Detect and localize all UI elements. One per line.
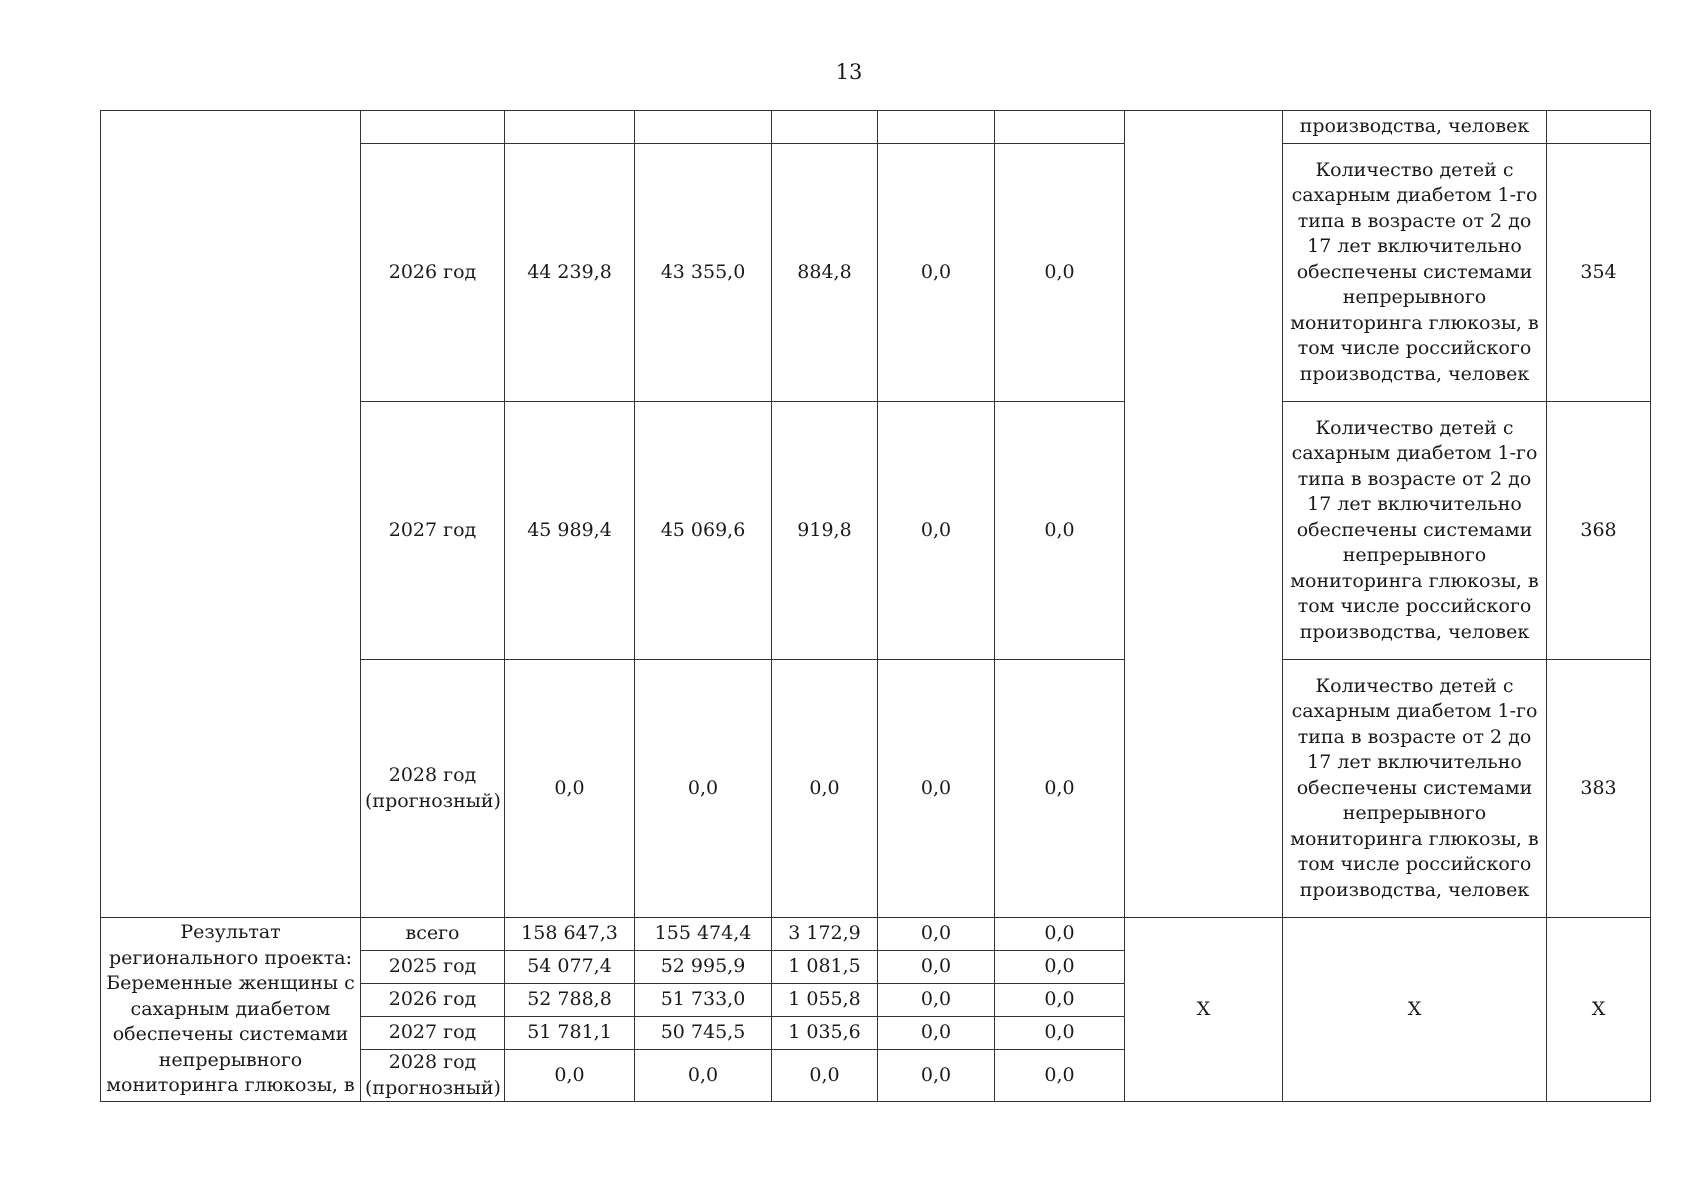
federal-cell: 45 069,6 [635,402,772,660]
federal-cell: 155 474,4 [635,918,772,951]
total-cell: 52 788,8 [505,984,635,1017]
federal-cell: 51 733,0 [635,984,772,1017]
table-row [101,111,1651,144]
budget-table [100,110,1651,1102]
regional-cell: 1 035,6 [772,1017,878,1050]
year-cell: 2025 год [361,951,505,984]
regional-cell: 884,8 [772,144,878,402]
federal-cell: 0,0 [635,1050,772,1102]
regional-cell: 0,0 [772,1050,878,1102]
year-cell: 2027 год [361,1017,505,1050]
other-cell: 0,0 [995,660,1125,918]
federal-cell: 43 355,0 [635,144,772,402]
year-cell: 2028 год (прогнозный) [361,1050,505,1102]
regional-cell: 1 055,8 [772,984,878,1017]
empty-responsible-cell [1125,111,1283,918]
total-cell: 44 239,8 [505,144,635,402]
page-number: 13 [835,60,863,84]
federal-cell: 50 745,5 [635,1017,772,1050]
empty-description-cell [101,111,361,918]
indicator-cell: Количество детей с сахарным диабетом 1-го типа в возрасте от 2 до 17 лет включительно обеспечены системами непрерывного мониторинга глюкозы, в том числе российского производства, человек [1283,402,1547,660]
total-cell: 0,0 [505,660,635,918]
indicator-cell: Количество детей с сахарным диабетом 1-го типа в возрасте от 2 до 17 лет включительно обеспечены системами непрерывного мониторинга глюкозы, в том числе российского производства, человек [1283,144,1547,402]
year-cell: 2026 год [361,144,505,402]
indicator-cell: производства, человек [1283,111,1547,144]
local-cell: 0,0 [878,918,995,951]
federal-cell: 52 995,9 [635,951,772,984]
total-cell: 158 647,3 [505,918,635,951]
year-cell: 2027 год [361,402,505,660]
value-x-cell: X [1547,918,1651,1102]
regional-cell: 0,0 [772,660,878,918]
year-cell: 2026 год [361,984,505,1017]
local-cell: 0,0 [878,951,995,984]
other-cell: 0,0 [995,1017,1125,1050]
total-cell: 51 781,1 [505,1017,635,1050]
indicator-value-cell: 368 [1547,402,1651,660]
other-cell: 0,0 [995,951,1125,984]
responsible-x-cell: X [1125,918,1283,1102]
local-cell: 0,0 [878,660,995,918]
other-cell: 0,0 [995,1050,1125,1102]
local-cell: 0,0 [878,402,995,660]
result-description-cell: Результат регионального проекта: Беременные женщины с сахарным диабетом обеспечены системами непрерывного мониторинга глюкозы, в [101,918,361,1102]
table-row [101,918,1651,951]
year-cell: 2028 год (прогнозный) [361,660,505,918]
local-cell: 0,0 [878,1050,995,1102]
indicator-cell: Количество детей с сахарным диабетом 1-го типа в возрасте от 2 до 17 лет включительно обеспечены системами непрерывного мониторинга глюкозы, в том числе российского производства, человек [1283,660,1547,918]
other-cell: 0,0 [995,144,1125,402]
local-cell: 0,0 [878,984,995,1017]
total-cell: 54 077,4 [505,951,635,984]
indicator-x-cell: X [1283,918,1547,1102]
other-cell: 0,0 [995,918,1125,951]
indicator-value-cell: 354 [1547,144,1651,402]
indicator-value-cell: 383 [1547,660,1651,918]
total-cell: 45 989,4 [505,402,635,660]
local-cell: 0,0 [878,1017,995,1050]
regional-cell: 3 172,9 [772,918,878,951]
year-cell: всего [361,918,505,951]
regional-cell: 919,8 [772,402,878,660]
local-cell: 0,0 [878,144,995,402]
regional-cell: 1 081,5 [772,951,878,984]
other-cell: 0,0 [995,984,1125,1017]
other-cell: 0,0 [995,402,1125,660]
total-cell: 0,0 [505,1050,635,1102]
federal-cell: 0,0 [635,660,772,918]
